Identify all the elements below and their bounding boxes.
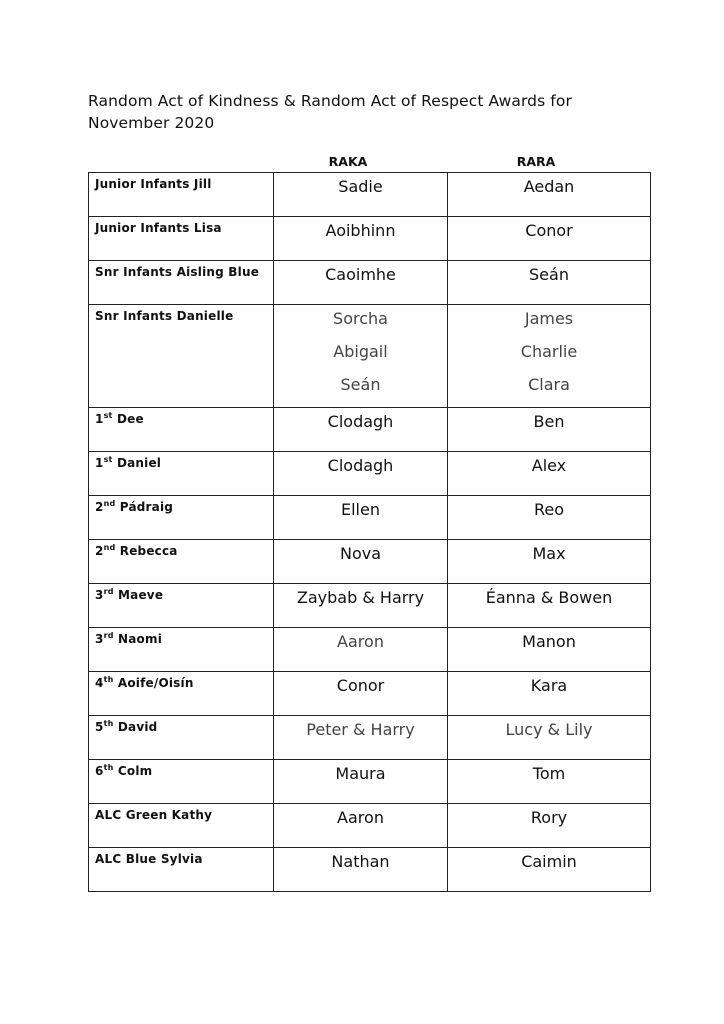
raka-award-cell (274, 261, 448, 305)
class-name-cell (89, 672, 274, 716)
table-row (89, 716, 651, 760)
raka-award-cell (274, 305, 448, 408)
table-row (89, 261, 651, 305)
raka-recipient-name: Sadie (338, 177, 383, 196)
rara-award-cell (448, 496, 651, 540)
class-ordinal-suffix: nd (103, 543, 116, 552)
awards-table (88, 172, 651, 892)
class-ordinal-suffix: st (103, 455, 113, 464)
class-name-cell (89, 760, 274, 804)
rara-award-cell (448, 305, 651, 408)
raka-award-cell (274, 848, 448, 892)
raka-recipient-name: Conor (336, 676, 385, 695)
raka-recipient-name: Abigail (333, 342, 388, 361)
class-number: 2 (95, 500, 104, 514)
class-number: 1 (95, 456, 104, 470)
class-name-cell (89, 305, 274, 408)
rara-recipient-name: Reo (533, 500, 565, 519)
rara-recipient-name: Éanna & Bowen (485, 588, 613, 607)
class-label: Maeve (113, 588, 164, 602)
class-name-cell (89, 584, 274, 628)
raka-award-cell (274, 173, 448, 217)
table-row (89, 760, 651, 804)
rara-recipient-name: Caimin (521, 852, 577, 871)
class-label: Junior Infants Jill (95, 177, 212, 191)
raka-award-cell (274, 496, 448, 540)
class-name-cell (89, 804, 274, 848)
rara-recipient-name: Rory (530, 808, 568, 827)
class-ordinal-suffix: rd (103, 587, 114, 596)
class-label: Junior Infants Lisa (95, 221, 222, 235)
table-row (89, 584, 651, 628)
raka-award-cell (274, 452, 448, 496)
column-header-raka: RAKA (328, 154, 368, 169)
table-row (89, 173, 651, 217)
class-label: Snr Infants Danielle (95, 309, 234, 323)
class-number: 3 (95, 588, 104, 602)
class-name-cell (89, 496, 274, 540)
raka-recipient-name: Aaron (337, 632, 384, 651)
raka-recipient-name: Ellen (341, 500, 380, 519)
raka-award-cell (274, 716, 448, 760)
raka-recipient-name: Aaron (337, 808, 384, 827)
table-row (89, 672, 651, 716)
rara-recipient-name: Alex (531, 456, 567, 475)
raka-recipient-name: Caoimhe (325, 265, 396, 284)
table-row (89, 496, 651, 540)
column-header-rara: RARA (516, 154, 556, 169)
rara-award-cell (448, 848, 651, 892)
class-number: 5 (95, 720, 104, 734)
rara-award-cell (448, 804, 651, 848)
rara-award-cell (448, 760, 651, 804)
rara-recipient-name: Manon (522, 632, 576, 651)
rara-award-cell (448, 408, 651, 452)
raka-recipient-name: Zaybab & Harry (296, 588, 425, 607)
class-label: ALC Green Kathy (95, 808, 213, 822)
raka-recipient-name: Clodagh (327, 456, 394, 475)
table-row (89, 848, 651, 892)
rara-recipient-name: Charlie (520, 342, 578, 361)
rara-recipient-name: Seán (529, 265, 569, 284)
table-row (89, 452, 651, 496)
rara-award-cell (448, 452, 651, 496)
class-name-cell (89, 452, 274, 496)
class-label: Daniel (112, 456, 162, 470)
rara-award-cell (448, 217, 651, 261)
rara-award-cell (448, 628, 651, 672)
class-name-cell (89, 261, 274, 305)
table-row (89, 540, 651, 584)
raka-award-cell (274, 540, 448, 584)
class-label: Pádraig (115, 500, 174, 514)
rara-recipient-name: Kara (530, 676, 568, 695)
class-ordinal-suffix: st (103, 411, 113, 420)
class-label: Dee (112, 412, 144, 426)
rara-recipient-name: Clara (528, 375, 570, 394)
rara-award-cell (448, 173, 651, 217)
class-ordinal-suffix: th (103, 719, 114, 728)
raka-recipient-name: Maura (335, 764, 386, 783)
rara-award-cell (448, 672, 651, 716)
rara-recipient-name: Conor (525, 221, 573, 240)
class-label: Rebecca (115, 544, 178, 558)
raka-recipient-name: Aoibhinn (325, 221, 396, 240)
class-ordinal-suffix: rd (103, 631, 114, 640)
table-row (89, 628, 651, 672)
class-number: 6 (95, 764, 104, 778)
class-name-cell (89, 848, 274, 892)
rara-recipient-name: Lucy & Lily (505, 720, 593, 739)
raka-award-cell (274, 760, 448, 804)
raka-award-cell (274, 408, 448, 452)
rara-award-cell (448, 261, 651, 305)
class-name-cell (89, 217, 274, 261)
page-title: Random Act of Kindness & Random Act of Respect Awards for November 2020 (88, 92, 572, 132)
rara-recipient-name: Max (532, 544, 566, 563)
table-row (89, 305, 651, 408)
class-label: David (113, 720, 158, 734)
class-name-cell (89, 408, 274, 452)
class-ordinal-suffix: th (103, 675, 114, 684)
rara-recipient-name: James (524, 309, 574, 328)
raka-award-cell (274, 804, 448, 848)
class-name-cell (89, 628, 274, 672)
rara-recipient-name: Ben (533, 412, 565, 431)
raka-award-cell (274, 217, 448, 261)
class-ordinal-suffix: th (103, 763, 114, 772)
rara-recipient-name: Tom (532, 764, 566, 783)
class-label: Aoife/Oisín (113, 676, 194, 690)
class-number: 2 (95, 544, 104, 558)
raka-award-cell (274, 628, 448, 672)
raka-recipient-name: Nathan (331, 852, 390, 871)
class-label: Naomi (113, 632, 163, 646)
class-ordinal-suffix: nd (103, 499, 116, 508)
raka-award-cell (274, 584, 448, 628)
class-label: ALC Blue Sylvia (95, 852, 203, 866)
raka-recipient-name: Nova (339, 544, 382, 563)
class-label: Snr Infants Aisling Blue (95, 265, 260, 279)
table-row (89, 408, 651, 452)
class-number: 3 (95, 632, 104, 646)
raka-recipient-name: Seán (340, 375, 381, 394)
rara-award-cell (448, 540, 651, 584)
raka-recipient-name: Sorcha (333, 309, 388, 328)
class-number: 4 (95, 676, 104, 690)
rara-recipient-name: Aedan (523, 177, 575, 196)
class-name-cell (89, 716, 274, 760)
class-name-cell (89, 540, 274, 584)
raka-award-cell (274, 672, 448, 716)
table-row (89, 804, 651, 848)
table-row (89, 217, 651, 261)
rara-award-cell (448, 584, 651, 628)
rara-award-cell (448, 716, 651, 760)
raka-recipient-name: Clodagh (327, 412, 394, 431)
raka-recipient-name: Peter & Harry (306, 720, 415, 739)
class-number: 1 (95, 412, 104, 426)
class-name-cell (89, 173, 274, 217)
class-label: Colm (113, 764, 153, 778)
